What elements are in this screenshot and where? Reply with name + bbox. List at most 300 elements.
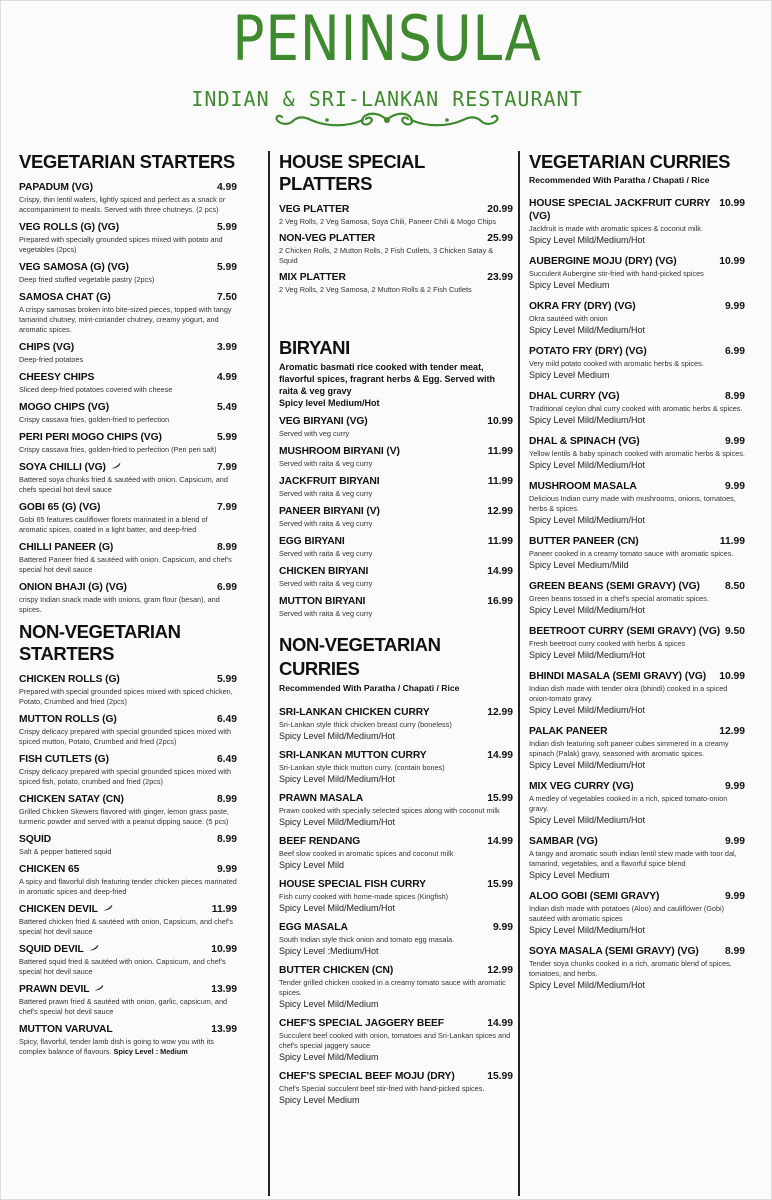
- menu-item-description-text: Served with raita & veg curry: [279, 489, 373, 498]
- menu-item-header: [19, 753, 237, 766]
- menu-item-name: [19, 833, 51, 846]
- menu-item-name-text: VEG PLATTER: [279, 204, 350, 215]
- menu-item-price: 8.99: [216, 834, 237, 845]
- menu-item-header: [279, 878, 513, 891]
- menu-item-name: [19, 673, 120, 686]
- biryani-note: Aromatic basmati rice cooked with tender meat, flavorful spices, fragrant herbs & Egg. Served with raita & veg gravy: [279, 362, 496, 396]
- menu-item: [19, 431, 237, 455]
- menu-item-header: [529, 390, 745, 403]
- menu-item-description-text: Delicious Indian curry made with mushrooms, onions, tomatoes, herbs & spices.: [529, 494, 736, 513]
- menu-item-name: [529, 535, 639, 548]
- menu-item-name: [19, 341, 74, 354]
- menu-item: [529, 197, 745, 246]
- menu-item-name-text: OKRA FRY (DRY) (VG): [529, 301, 636, 312]
- menu-item-name: [19, 863, 79, 876]
- menu-item-header: [19, 1023, 237, 1036]
- menu-item-description: [279, 489, 513, 499]
- menu-item-description: [19, 355, 237, 365]
- menu-item-header: [279, 1017, 513, 1030]
- menu-item: [279, 964, 513, 1010]
- menu-item-header: [19, 541, 237, 554]
- menu-item: [19, 673, 237, 707]
- menu-item-name: [529, 725, 608, 738]
- menu-item-description-text: Grilled Chicken Skewers flavored with ginger, lemon grass paste, turmeric powder and served with a peanut dipping sauce. (5 pcs): [19, 807, 230, 826]
- menu-item-name-text: SAMBAR (VG): [529, 836, 598, 847]
- menu-item-description: [19, 515, 237, 535]
- menu-item-spice-level: Spicy Level Mild/Medium/Hot: [529, 925, 646, 935]
- menu-item-spice-level: Spicy Level : Medium: [113, 1047, 188, 1056]
- menu-item-description: [529, 314, 745, 324]
- left-column: [19, 151, 237, 1063]
- menu-item: [19, 341, 237, 365]
- menu-item-description-text: Paneer cooked in a creamy tomato sauce with aromatic spices.: [529, 549, 734, 558]
- right-column: [529, 151, 745, 1000]
- menu-item-description: [529, 224, 745, 234]
- menu-item-price: 13.99: [211, 984, 237, 995]
- menu-item-price: 14.99: [487, 750, 513, 761]
- menu-item-description: [279, 806, 513, 816]
- menu-item-spice-level: Spicy Level Mild/Medium/Hot: [529, 605, 646, 615]
- menu-item-price: 14.99: [487, 566, 513, 577]
- section-title-veg-curries: VEGETARIAN CURRIES: [529, 151, 731, 172]
- menu-item-description-text: Fresh beetroot curry cooked with herbs & spices: [529, 639, 686, 648]
- menu-item: [279, 792, 513, 828]
- menu-item: [19, 863, 237, 897]
- menu-item-description: [19, 1037, 237, 1057]
- menu-item-header: [19, 581, 237, 594]
- menu-item-name: [529, 390, 619, 403]
- menu-item: [529, 255, 745, 291]
- menu-item-name-text: PALAK PANEER: [529, 726, 608, 737]
- menu-item: [279, 1017, 513, 1063]
- menu-item-name-text: MUTTON ROLLS (G): [19, 714, 117, 725]
- menu-item-name: [279, 535, 345, 548]
- menu-item-name: [279, 921, 348, 934]
- menu-item-spice-level: Spicy Level :Medium/Hot: [279, 946, 379, 956]
- menu-item-description-text: A crispy samosas broken into bite-sized pieces, topped with tangy tamarind chutney, mint-coriander chutney, creamy yogurt, and aromatic spices.: [19, 305, 232, 334]
- menu-item-name-text: CHILLI PANEER (G): [19, 542, 114, 553]
- nonveg-curries-list: [279, 706, 513, 1106]
- menu-item-header: [529, 480, 745, 493]
- menu-item-description: [279, 849, 513, 859]
- menu-item-description-text: Deep-fried potatoes: [19, 355, 84, 364]
- menu-item-header: [279, 921, 513, 934]
- menu-item-spice-level: Spicy Level Mild/Medium/Hot: [279, 817, 396, 827]
- menu-item-price: 6.99: [724, 346, 745, 357]
- menu-item-price: 14.99: [487, 1018, 513, 1029]
- middle-column: [279, 151, 513, 1113]
- menu-item-price: 8.99: [724, 946, 745, 957]
- menu-item-name: [279, 706, 430, 719]
- veg-curries-list: [529, 197, 745, 991]
- menu-item-header: [19, 181, 237, 194]
- menu-item-description: [529, 639, 745, 649]
- column-divider-left: [268, 151, 270, 1196]
- menu-item-name: [529, 480, 637, 493]
- menu-item-header: [279, 792, 513, 805]
- menu-item-price: 10.99: [211, 944, 237, 955]
- section-title-nonveg-starters: NON-VEGETARIAN STARTERS: [19, 621, 181, 664]
- menu-item-price: 8.50: [724, 581, 745, 592]
- menu-item-spice-level: Spicy Level Mild: [279, 860, 345, 870]
- menu-item-name-text: CHICKEN SATAY (CN): [19, 794, 124, 805]
- menu-item-spice-level: Spicy Level Mild/Medium/Hot: [529, 235, 646, 245]
- menu-item-header: [279, 565, 513, 578]
- menu-item-name-text: CHEF'S SPECIAL BEEF MOJU (DRY): [279, 1071, 455, 1082]
- menu-item-name-text: VEG BIRYANI (VG): [279, 416, 368, 427]
- menu-item-header: [279, 706, 513, 719]
- menu-item-description: [19, 385, 237, 395]
- menu-item-name: [19, 401, 109, 414]
- menu-item-description: [279, 720, 513, 730]
- menu-item-description: [529, 549, 745, 559]
- menu-item-name-text: GOBI 65 (G) (VG): [19, 502, 101, 513]
- menu-item-name: [19, 983, 104, 996]
- menu-item-price: 11.99: [487, 476, 513, 487]
- menu-item-description-text: Crispy, thin lentil wafers, lightly spiced and perfect as a snack or accompaniment to meals. Served with three chutneys. (2 pcs): [19, 195, 226, 214]
- menu-item-name: [529, 580, 700, 593]
- menu-item-description-text: Served with raita & veg curry: [279, 519, 373, 528]
- menu-item-name-text: CHEF'S SPECIAL JAGGERY BEEF: [279, 1018, 444, 1029]
- menu-item: [529, 835, 745, 881]
- menu-item-price: 10.99: [487, 416, 513, 427]
- menu-item-header: [279, 535, 513, 548]
- menu-item-header: [529, 580, 745, 593]
- menu-item-description-text: Spicy, flavorful, tender lamb dish is going to wow you with its complex balance of flavours.: [19, 1037, 214, 1056]
- menu-item-description: [19, 847, 237, 857]
- menu-item-description: [19, 997, 237, 1017]
- menu-item-price: 7.99: [216, 502, 237, 513]
- menu-item-name: [19, 261, 129, 274]
- menu-item-header: [19, 401, 237, 414]
- menu-item-price: 8.99: [216, 542, 237, 553]
- menu-item-description-text: Fish curry cooked with home-made spices (Kingfish): [279, 892, 449, 901]
- menu-item-name-text: PANEER BIRYANI (V): [279, 506, 380, 517]
- menu-item-header: [529, 535, 745, 548]
- menu-item-description: [279, 459, 513, 469]
- menu-item: [529, 780, 745, 826]
- section-title-platters: HOUSE SPECIAL PLATTERS: [279, 151, 425, 194]
- menu-item-description: [279, 519, 513, 529]
- menu-item-spice-level: Spicy Level Medium: [529, 870, 610, 880]
- menu-item: [19, 261, 237, 285]
- menu-item-description: [279, 217, 513, 227]
- menu-item-header: [279, 271, 513, 284]
- menu-item-description-text: Served with veg curry: [279, 429, 350, 438]
- menu-item-header: [279, 232, 513, 245]
- menu-item-name: [19, 461, 121, 474]
- menu-item-description: [529, 739, 745, 759]
- menu-item: [19, 221, 237, 255]
- menu-item-description-text: Tender grilled chicken cooked in a creamy tomato sauce with aromatic spices.: [279, 978, 506, 997]
- menu-item-description-text: Served with raita & veg curry: [279, 609, 373, 618]
- menu-item-description-text: Sliced deep-fried potatoes covered with cheese: [19, 385, 173, 394]
- menu-item-description: [529, 449, 745, 459]
- menu-item-description-text: Sri-Lankan style thick mutton curry. (contain bones): [279, 763, 445, 772]
- menu-item: [279, 595, 513, 619]
- menu-item: [19, 983, 237, 1017]
- menu-item-header: [19, 501, 237, 514]
- menu-item-name-text: SQUID DEVIL: [19, 944, 84, 955]
- menu-item: [279, 1070, 513, 1106]
- menu-item-description: [279, 978, 513, 998]
- menu-item-name: [529, 255, 677, 268]
- menu-item-description: [19, 305, 237, 335]
- menu-item-price: 15.99: [487, 879, 513, 890]
- column-divider-right: [518, 151, 520, 1196]
- menu-item-description-text: Crispy cassava fries, golden-fried to perfection (Peri peri salt): [19, 445, 217, 454]
- menu-item-header: [19, 983, 237, 996]
- menu-item: [19, 713, 237, 747]
- biryani-list: [279, 415, 513, 619]
- menu-item-header: [19, 341, 237, 354]
- menu-item-price: 10.99: [719, 198, 745, 209]
- menu-item: [19, 181, 237, 215]
- menu-item-description: [529, 404, 745, 414]
- menu-item-description: [19, 877, 237, 897]
- menu-item-price: 3.99: [216, 342, 237, 353]
- menu-item-price: 7.99: [216, 462, 237, 473]
- menu-item-price: 9.99: [724, 301, 745, 312]
- menu-item-price: 11.99: [211, 904, 237, 915]
- menu-item-description: [529, 794, 745, 814]
- menu-item-name-text: CHIPS (VG): [19, 342, 75, 353]
- menu-item-description: [19, 275, 237, 285]
- menu-item-price: 23.99: [487, 272, 513, 283]
- menu-item-header: [19, 461, 237, 474]
- menu-item-description-text: Sri-Lankan style thick chicken breast curry (boneless): [279, 720, 452, 729]
- menu-item-description: [529, 959, 745, 979]
- menu-item-header: [529, 945, 745, 958]
- menu-item-name-text: ONION BHAJI (G) (VG): [19, 582, 127, 593]
- menu-item-description-text: Prepared with special grounded spices mixed with spiced chicken, Potato, Crumbed and fried (2pcs): [19, 687, 233, 706]
- menu-item-name-text: BUTTER PANEER (CN): [529, 536, 639, 547]
- menu-item-description: [279, 609, 513, 619]
- menu-item: [279, 921, 513, 957]
- chili-pepper-icon: [110, 462, 121, 469]
- menu-item-name-text: SRI-LANKAN MUTTON CURRY: [279, 750, 427, 761]
- menu-item-description-text: Prawn cooked with specially selected spices along with coconut milk: [279, 806, 500, 815]
- menu-item: [529, 435, 745, 471]
- menu-item-price: 4.99: [216, 182, 237, 193]
- menu-item-name: [279, 595, 365, 608]
- menu-item-name: [19, 581, 127, 594]
- menu-item-description-text: Battered soya chunks fried & sautéed with onion. Capsicum, and chefs special hot devil sauce: [19, 475, 228, 494]
- menu-item-price: 6.49: [216, 714, 237, 725]
- menu-item-spice-level: Spicy Level Medium/Mild: [529, 560, 629, 570]
- menu-item: [279, 475, 513, 499]
- menu-item-description-text: 2 Veg Rolls, 2 Veg Samosa, 2 Mutton Rolls & 2 Fish Cutlets: [279, 285, 472, 294]
- menu-item-price: 15.99: [487, 793, 513, 804]
- menu-item-name: [19, 221, 119, 234]
- menu-item: [529, 670, 745, 716]
- menu-item-description-text: Battered squid fried & sautéed with onion. Capsicum, and chef's special hot devil sauce: [19, 957, 226, 976]
- menu-item: [279, 505, 513, 529]
- menu-item-header: [529, 435, 745, 448]
- menu-item-name: [279, 792, 363, 805]
- menu-item-name-text: CHEESY CHIPS: [19, 372, 95, 383]
- menu-item-name-text: GREEN BEANS (SEMI GRAVY) (VG): [529, 581, 700, 592]
- menu-item-price: 5.99: [216, 674, 237, 685]
- menu-item-header: [19, 863, 237, 876]
- menu-item-header: [19, 291, 237, 304]
- menu-item-description-text: South Indian style thick onion and tomato egg masala.: [279, 935, 455, 944]
- menu-item-name: [529, 345, 647, 358]
- menu-item: [279, 203, 513, 227]
- menu-item-name-text: MUSHROOM MASALA: [529, 481, 637, 492]
- menu-item-name: [19, 713, 117, 726]
- menu-item-description: [279, 892, 513, 902]
- menu-item-description-text: Battered Paneer fried & sautéed with onion. Capsicum, and chef's special hot devil sauce: [19, 555, 232, 574]
- chili-pepper-icon: [88, 944, 99, 951]
- menu-item-name-text: MIX PLATTER: [279, 272, 346, 283]
- menu-item-price: 10.99: [719, 256, 745, 267]
- menu-item-spice-level: Spicy Level Mild/Medium/Hot: [529, 815, 646, 825]
- menu-item-header: [19, 793, 237, 806]
- menu-item-description: [19, 475, 237, 495]
- menu-item-price: 12.99: [487, 965, 513, 976]
- menu-item-name-text: SOYA MASALA (SEMI GRAVY) (VG): [529, 946, 699, 957]
- menu-item-price: 5.49: [216, 402, 237, 413]
- menu-item-spice-level: Spicy Level Mild/Medium/Hot: [279, 774, 396, 784]
- menu-item: [529, 390, 745, 426]
- menu-item-description: [529, 904, 745, 924]
- menu-item-price: 9.99: [216, 864, 237, 875]
- menu-item-price: 9.99: [724, 891, 745, 902]
- menu-item-name-text: EGG MASALA: [279, 922, 348, 933]
- menu-item-price: 9.99: [492, 922, 513, 933]
- menu-item-price: 5.99: [216, 222, 237, 233]
- menu-item-description-text: crispy Indian snack made with onions, gram flour (besan), and spices.: [19, 595, 220, 614]
- menu-item-header: [19, 371, 237, 384]
- nonveg-curries-note: Recommended With Paratha / Chapati / Rice: [279, 683, 460, 693]
- menu-item: [279, 535, 513, 559]
- menu-item-header: [279, 964, 513, 977]
- menu-item-description-text: Indian dish made with tender okra (bhindi) cooked in a spiced onion-tomato gravy.: [529, 684, 728, 703]
- menu-item-price: 7.50: [216, 292, 237, 303]
- menu-item: [19, 291, 237, 335]
- restaurant-tagline: INDIAN & SRI-LANKAN RESTAURANT: [191, 87, 583, 111]
- menu-item-name-text: NON-VEG PLATTER: [279, 233, 376, 244]
- menu-item-description: [19, 195, 237, 215]
- menu-item-description-text: Indian dish featuring soft paneer cubes simmered in a creamy spinach (Palak) gravy, seasoned with aromatic spices.: [529, 739, 729, 758]
- menu-item-name-text: CHICKEN 65: [19, 864, 80, 875]
- ornament-flourish-icon: [267, 109, 507, 131]
- menu-item-header: [19, 221, 237, 234]
- menu-item: [529, 890, 745, 936]
- menu-item-description: [19, 415, 237, 425]
- menu-item-name: [279, 1070, 455, 1083]
- section-title-veg-starters: VEGETARIAN STARTERS: [19, 151, 235, 172]
- menu-item-price: 6.99: [216, 582, 237, 593]
- menu-item-header: [529, 670, 745, 683]
- menu-item-name-text: BUTTER CHICKEN (CN): [279, 965, 394, 976]
- menu-item-name: [19, 291, 111, 304]
- menu-item-spice-level: Spicy Level Mild/Medium/Hot: [529, 760, 646, 770]
- menu-item-header: [279, 835, 513, 848]
- menu-item-name: [19, 903, 113, 916]
- section-title-nonveg-curries-line1: NON-VEGETARIAN: [279, 634, 441, 655]
- menu-item-name-text: MOGO CHIPS (VG): [19, 402, 110, 413]
- menu-item-name-text: SRI-LANKAN CHICKEN CURRY: [279, 707, 430, 718]
- menu-item-header: [279, 505, 513, 518]
- menu-item-name: [529, 625, 720, 638]
- restaurant-name: PENINSULA: [232, 2, 542, 75]
- menu-item-description-text: Battered chicken fried & sautéed with onion, Capsicum, and chef's special hot devil sauce: [19, 917, 233, 936]
- menu-item-price: 13.99: [211, 1024, 237, 1035]
- menu-item-description: [19, 917, 237, 937]
- menu-item-header: [279, 475, 513, 488]
- menu-item-name-text: JACKFRUIT BIRYANI: [279, 476, 380, 487]
- menu-item-name: [279, 565, 368, 578]
- menu-item-header: [19, 673, 237, 686]
- veg-curries-note: Recommended With Paratha / Chapati / Rice: [529, 175, 710, 185]
- menu-item-price: 8.99: [216, 794, 237, 805]
- menu-item-description-text: Served with raita & veg curry: [279, 459, 373, 468]
- menu-item-description: [279, 549, 513, 559]
- menu-item: [279, 878, 513, 914]
- menu-item-price: 12.99: [487, 707, 513, 718]
- menu-item-name-text: PAPADUM (VG): [19, 182, 93, 193]
- menu-item-description: [19, 767, 237, 787]
- menu-item-description-text: Beef slow cooked in aromatic spices and coconut milk: [279, 849, 454, 858]
- menu-item-name-text: MUTTON BIRYANI: [279, 596, 366, 607]
- menu-item: [19, 1023, 237, 1057]
- menu-item: [19, 903, 237, 937]
- menu-item: [19, 753, 237, 787]
- menu-item: [529, 945, 745, 991]
- menu-item-spice-level: Spicy Level Mild/Medium/Hot: [529, 980, 646, 990]
- menu-item-name-text: FISH CUTLETS (G): [19, 754, 109, 765]
- menu-item-name: [19, 793, 124, 806]
- menu-item: [529, 725, 745, 771]
- menu-item-price: 9.50: [724, 626, 745, 637]
- menu-item-price: 9.99: [724, 836, 745, 847]
- menu-item-name: [279, 203, 349, 216]
- menu-item-description-text: Indian dish made with potatoes (Aloo) and cauliflower (Gobi) sautéed with aromatic spices: [529, 904, 725, 923]
- menu-item-name: [19, 753, 109, 766]
- menu-item-description-text: Chef's Special succulent beef stir-fried with hand-picked spices.: [279, 1084, 485, 1093]
- menu-item-spice-level: Spicy Level Mild/Medium: [279, 999, 379, 1009]
- menu-item-price: 11.99: [487, 536, 513, 547]
- menu-item-description: [279, 763, 513, 773]
- menu-item: [529, 480, 745, 526]
- menu-item-spice-level: Spicy Level Mild/Medium/Hot: [529, 325, 646, 335]
- menu-item-description: [19, 957, 237, 977]
- menu-item-header: [529, 835, 745, 848]
- menu-item-description-text: Green beans tossed in a chef's special aromatic spices.: [529, 594, 709, 603]
- menu-item-description: [279, 285, 513, 295]
- menu-item-name: [529, 780, 634, 793]
- menu-item-name-text: CHICKEN BIRYANI: [279, 566, 369, 577]
- menu-item: [19, 371, 237, 395]
- menu-item-description: [19, 555, 237, 575]
- menu-item: [279, 749, 513, 785]
- menu-item-name-text: SAMOSA CHAT (G): [19, 292, 111, 303]
- menu-item-name-text: PERI PERI MOGO CHIPS (VG): [19, 432, 162, 443]
- menu-item-name: [279, 749, 427, 762]
- menu-item-description-text: Served with raita & veg curry: [279, 579, 373, 588]
- menu-item-description: [529, 359, 745, 369]
- menu-item-description: [279, 935, 513, 945]
- menu-item-name-text: VEG SAMOSA (G) (VG): [19, 262, 129, 273]
- menu-item: [279, 565, 513, 589]
- menu-item-spice-level: Spicy Level Mild/Medium/Hot: [279, 903, 396, 913]
- menu-item: [279, 415, 513, 439]
- menu-item-name-text: MUSHROOM BIRYANI (V): [279, 446, 400, 457]
- menu-item-name-text: BEETROOT CURRY (SEMI GRAVY) (VG): [529, 626, 721, 637]
- menu-item-price: 12.99: [719, 726, 745, 737]
